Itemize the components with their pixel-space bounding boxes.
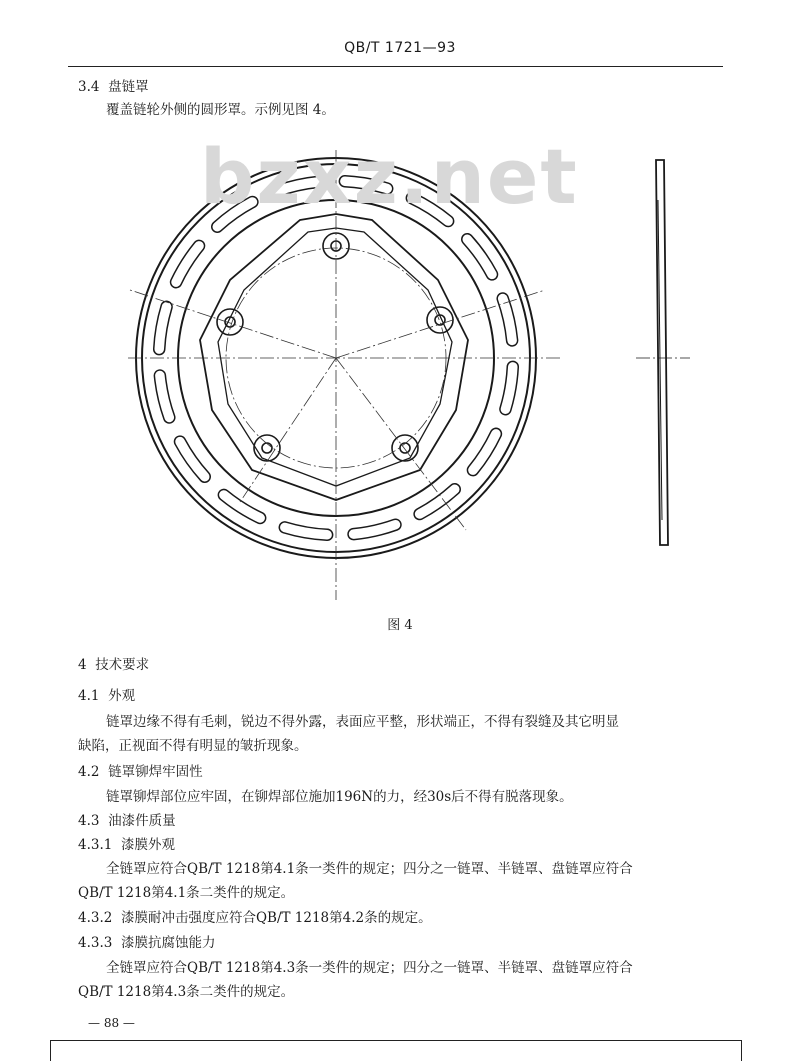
standard-code-header: QB/T 1721—93 [344, 40, 456, 56]
section-number: 4 [78, 657, 87, 673]
section-4-3-3-line-1: 全链罩应符合QB/T 1218第4.3条一类件的规定；四分之一链罩、半链罩、盘链罩应符合 [106, 960, 633, 976]
section-title: 外观 [108, 688, 136, 704]
section-title: 漆膜外观 [120, 837, 175, 853]
section-number: 4.2 [78, 764, 100, 780]
site-watermark: bzxz.net [200, 132, 579, 221]
section-number: 4.1 [78, 688, 100, 704]
section-4-1-line-1: 链罩边缘不得有毛刺，锐边不得外露，表面应平整，形状端正，不得有裂缝及其它明显 [106, 714, 619, 730]
section-4-3-heading [78, 811, 176, 831]
section-title: 技术要求 [95, 657, 150, 673]
section-title: 链罩铆焊牢固性 [108, 764, 203, 780]
bottom-frame [50, 1040, 742, 1061]
spider-inner [218, 228, 452, 486]
figure-caption: 图 4 [387, 618, 413, 633]
section-body: 漆膜耐冲击强度应符合QB/T 1218第4.2条的规定。 [120, 910, 432, 926]
section-4-heading [78, 655, 149, 675]
section-title: 油漆件质量 [108, 813, 176, 829]
ventilation-slot [279, 522, 332, 540]
section-4-1-line-2: 缺陷，正视面不得有明显的皱折现象。 [78, 738, 308, 754]
ventilation-slot [414, 484, 460, 520]
ventilation-slot [497, 293, 517, 346]
section-4-2-heading [78, 762, 203, 782]
ventilation-slot [154, 301, 172, 354]
section-title: 漆膜抗腐蚀能力 [120, 935, 216, 951]
section-4-2-body: 链罩铆焊部位应牢固，在铆焊部位施加196N的力，经30s后不得有脱落现象。 [106, 789, 573, 805]
section-number: 4.3.2 [78, 910, 113, 926]
section-4-3-3-line-2: QB/T 1218第4.3条二类件的规定。 [78, 984, 295, 1000]
section-3-4-body: 覆盖链轮外侧的圆形罩。示例见图 4。 [106, 102, 335, 118]
section-title: 盘链罩 [108, 79, 149, 95]
section-number: 4.3.1 [78, 837, 113, 853]
section-number: 4.3 [78, 813, 100, 829]
section-4-3-1-line-2: QB/T 1218第4.1条二类件的规定。 [78, 885, 295, 901]
section-4-3-1-heading [78, 835, 175, 855]
section-4-1-heading [78, 686, 135, 706]
section-number: 3.4 [78, 79, 100, 95]
page-number: — 88 — [88, 1016, 135, 1030]
side-view [636, 160, 690, 545]
section-4-3-1-line-1: 全链罩应符合QB/T 1218第4.1条一类件的规定；四分之一链罩、半链罩、盘链罩应符合 [106, 861, 633, 877]
ventilation-slot [348, 519, 401, 539]
ventilation-slot [500, 361, 518, 414]
section-number: 4.3.3 [78, 935, 113, 951]
ventilation-slot [174, 436, 210, 482]
bolt-bosses [217, 233, 453, 461]
section-4-3-2-heading [78, 908, 432, 928]
ventilation-slot [462, 234, 498, 280]
section-4-3-3-heading [78, 933, 215, 953]
ventilation-slot [154, 370, 174, 423]
